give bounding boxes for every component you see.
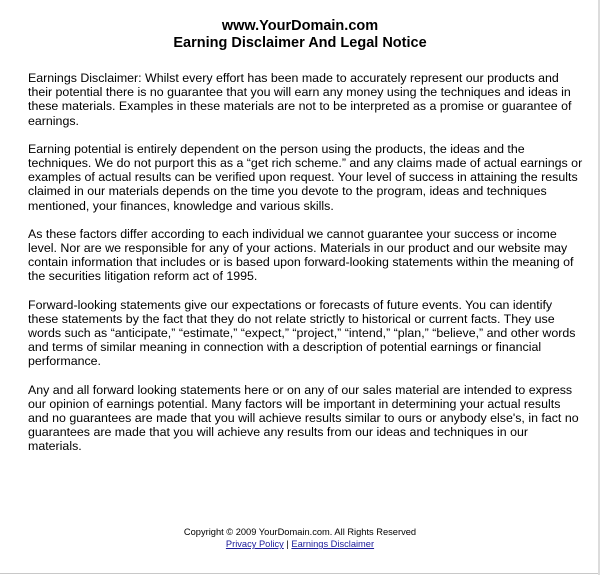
page-title: Earning Disclaimer And Legal Notice — [173, 35, 427, 51]
paragraph-forward-looking: Forward-looking statements give our expectations or forecasts of future events. You can identify these statements by the fact that they do not relate strictly to historical or current facts. They use words such as “anticipate,” “estimate,” “expect,” “project,” “intend,” “plan,” “believe,” and other words and terms of similar meaning in connection with a description of potential earnings or financial performance. — [28, 297, 576, 369]
copyright-text: Copyright © 2009 YourDomain.com. All Rights Reserved — [183, 527, 417, 537]
paragraph-earning-potential: Earning potential is entirely dependent on the person using the products, the ideas and the techniques. We do not purport this as a “get rich scheme.” and any claims made of actual earnings or examples of actual results can be verified upon request. Your level of success in attaining the results claimed in our materials depends on the time you devote to the program, ideas and techniques mentioned, your finances, knowledge and various skills. — [28, 141, 583, 213]
paragraph-opinion: Any and all forward looking statements here or on any of our sales material are intended to express our opinion of earnings potential. Many factors will be important in determining your actual results and no guarantees are made that you will achieve results similar to ours or anybody else's, in fact no guarantees are made that you will achieve any results from our ideas and techniques in our materials. — [28, 382, 579, 454]
footer-link-separator: | — [286, 539, 289, 549]
page-header — [0, 18, 600, 52]
paragraph-factors: As these factors differ according to each individual we cannot guarantee your success or income level. Nor are we responsible for any of your actions. Materials in our product and our website may contain information that includes or is based upon forward-looking statements within the meaning of the securities litigation reform act of 1995. — [28, 226, 574, 284]
paragraph-earnings-disclaimer: Earnings Disclaimer: Whilst every effort has been made to accurately represent our products and their potential there is no guarantee that you will earn any money using the techniques and ideas in these materials. Examples in these materials are not to be interpreted as a promise or guarantee of earnings. — [28, 71, 572, 128]
privacy-policy-link[interactable]: Privacy Policy — [225, 539, 284, 549]
site-name: www.YourDomain.com — [221, 18, 379, 34]
earnings-disclaimer-link[interactable]: Earnings Disclaimer — [291, 539, 375, 549]
footer-links — [0, 538, 600, 550]
page-footer — [0, 526, 600, 550]
disclaimer-body — [28, 71, 584, 468]
